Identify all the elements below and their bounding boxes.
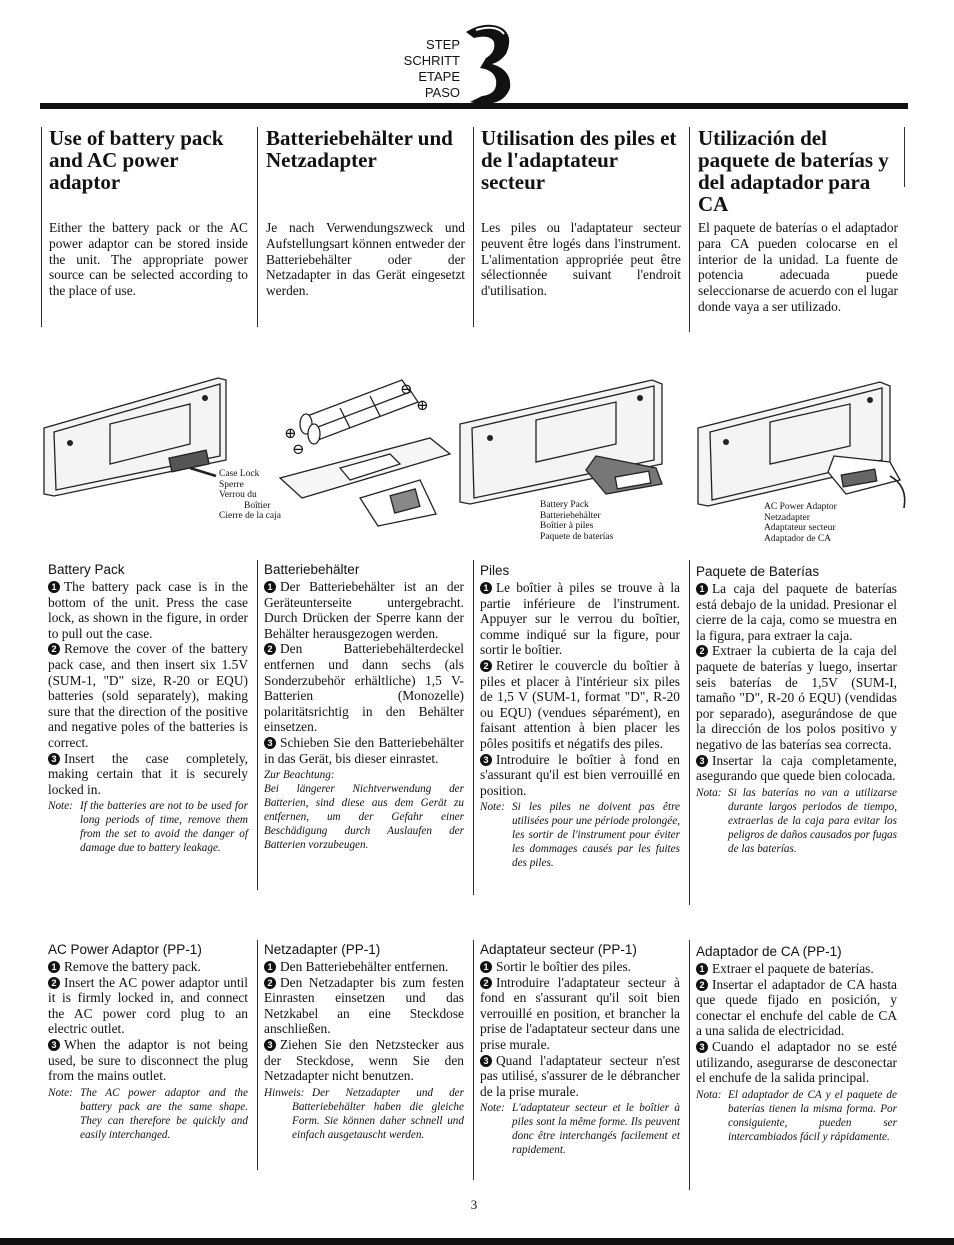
- step-3: [264, 735, 464, 766]
- step-text: Den Netzadapter bis zum festen Einrasten einsetzen und das Netzkabel an eine Steckdose anschließen.: [264, 974, 464, 1037]
- note-text: If the batteries are not to be used for long periods of time, remove them from the set to avoid the danger of damage due to battery leakage.: [80, 800, 248, 855]
- step-3: [264, 1037, 464, 1084]
- column-divider: [904, 127, 905, 187]
- note-label: Nota:: [696, 786, 722, 799]
- column-fr: [481, 127, 681, 193]
- battery-pack-caption: [540, 500, 660, 542]
- column-divider: [473, 127, 474, 327]
- step-text: Remove the battery pack.: [64, 959, 201, 974]
- step-number-2: 2: [480, 660, 492, 672]
- step-label-es: PASO: [424, 85, 460, 100]
- step-text: Insertar el adaptador de CA hasta que quede fijado en posición, y conectar el enchufe del cable de CA a una salida de electricidad.: [696, 976, 897, 1039]
- section-heading: Adaptateur secteur (PP-1): [480, 942, 637, 957]
- note-label: Hinweis:: [264, 1086, 305, 1099]
- step-1: [264, 579, 464, 641]
- intro-en: Either the battery pack or the AC power adaptor can be stored inside the unit. The appropriate power source can be selected according to the place of use.: [49, 220, 248, 299]
- note-text: Der Netzadapter und der Batteriebehälter haben die gleiche Form. Sie können daher schnell und einfach ausgetauscht werden.: [292, 1086, 464, 1141]
- header-rule: [40, 103, 908, 109]
- section-heading: Batteriebehälter: [264, 562, 360, 577]
- step-number-2: 2: [480, 977, 492, 989]
- column-es: [698, 127, 903, 215]
- step-text: Extraer el paquete de baterías.: [712, 961, 874, 976]
- note-text: Si las baterías no van a utilizarse durante largos periodos de tiempo, extraerlas de la caja para evitar los peligros de daños causados por fugas de las baterías.: [728, 786, 897, 855]
- page-number: 3: [470, 1197, 478, 1212]
- step-2: [696, 977, 897, 1039]
- step-text: The battery pack case is in the bottom of the unit. Press the case lock, as shown in the figure, in order to pull out the case.: [48, 579, 248, 641]
- caption-line: Boîtier à piles: [540, 521, 594, 531]
- polarity-minus-icon: ⊖: [400, 382, 413, 398]
- column-divider: [257, 560, 258, 890]
- step-text: Ziehen Sie den Netzstecker aus der Steckdose, wenn Sie den Netzadapter nicht benutzen.: [264, 1036, 464, 1084]
- caption-line: Cierre de la caja: [219, 511, 281, 521]
- title-fr: Utilisation des piles et de l'adaptateur secteur: [481, 126, 677, 194]
- step-text: Le boîtier à piles se trouve à la partie inférieure de l'instrument. Appuyer sur le verrou du boîtier, comme indiqué sur la figure, pour sortir le boîtier.: [480, 580, 680, 658]
- column-divider: [41, 127, 42, 327]
- step-text: Der Batteriebehälter ist an der Geräteunterseite untergebracht. Durch Drücken der Sperre kann der Behälter herausgezogen werden.: [264, 579, 464, 641]
- note-text: The AC power adaptor and the battery pack are the same shape. They can therefore be quickly and easily interchanged.: [80, 1086, 248, 1141]
- figure-ac-adaptor: [694, 376, 914, 516]
- caption-line: Boîtier: [244, 500, 271, 511]
- step-text: Schieben Sie den Batteriebehälter in das Gerät, bis dieser einrastet.: [264, 734, 464, 766]
- step-number-3: 3: [48, 753, 60, 765]
- step-3: [480, 752, 680, 799]
- note-label: Zur Beachtung:: [264, 769, 335, 782]
- note: [48, 1086, 248, 1142]
- column-divider: [257, 940, 258, 1170]
- step-number-3: 3: [696, 755, 708, 767]
- section-battery-de: [264, 562, 464, 852]
- polarity-minus-icon: ⊖: [292, 442, 305, 458]
- column-divider: [689, 127, 690, 332]
- section-adaptor-de: [264, 942, 464, 1142]
- step-2: [48, 975, 248, 1037]
- section-heading: AC Power Adaptor (PP-1): [48, 942, 202, 957]
- step-text: Introduire le boîtier à fond en s'assurant qu'il est bien verrouillé en position.: [480, 751, 680, 798]
- column-de: [266, 127, 466, 171]
- step-3: [48, 751, 248, 798]
- step-number-2: 2: [264, 643, 276, 655]
- step-text: Introduire l'adaptateur secteur à fond en s'assurant qu'il soit bien verrouillé en position, et brancher la prise de l'adaptateur secteur dans une prise murale.: [480, 974, 680, 1052]
- polarity-plus-icon: ⊕: [416, 398, 429, 414]
- section-battery-fr: [480, 563, 680, 870]
- step-text: Den Batteriebehälterdeckel entfernen und dann sechs (als Sonderzubehör erhältliche) 1,5 V-Batterien (Monozelle) polaritätsrichtig in den Behälter einsetzen.: [264, 641, 464, 735]
- caption-line: AC Power Adaptor: [764, 502, 837, 512]
- footer-rule: [0, 1238, 954, 1245]
- step-text: When the adaptor is not being used, be sure to disconnect the plug from the mains outlet.: [48, 1036, 248, 1084]
- note: [264, 768, 464, 852]
- step-1: [480, 959, 680, 975]
- note: [696, 786, 897, 856]
- title-es: Utilización del paquete de baterías y del adaptador para CA: [698, 126, 889, 216]
- caption-line: Netzadapter: [764, 512, 810, 523]
- note: [480, 1101, 680, 1157]
- caption-line: Battery Pack: [540, 500, 589, 510]
- step-text: Insertar la caja completamente, asegurando que quede bien colocada.: [696, 752, 897, 784]
- step-2: [480, 658, 680, 752]
- step-2: [264, 641, 464, 735]
- step-text: Sortir le boîtier des piles.: [496, 959, 631, 974]
- step-text: Quand l'adaptateur secteur n'est pas utilisé, s'assurer de le débrancher de la prise murale.: [480, 1052, 680, 1099]
- step-number-1: 1: [696, 963, 708, 975]
- caption-line: Batteriebehälter: [540, 510, 601, 521]
- note-label: Note:: [48, 800, 73, 813]
- section-adaptor-es: [696, 944, 897, 1144]
- step-label-en: STEP: [426, 37, 460, 52]
- polarity-plus-icon: ⊕: [284, 426, 297, 442]
- step-number-2: 2: [48, 977, 60, 989]
- section-battery-es: [696, 564, 897, 856]
- step-1: [696, 961, 897, 977]
- step-number-1: 1: [264, 961, 276, 973]
- caption-line: Sperre: [219, 479, 244, 490]
- section-heading: Piles: [480, 563, 510, 578]
- step-text: Remove the cover of the battery pack case, and then insert six 1.5V (SUM-1, "D" size, R-20 or EQU) batteries (sold separately), making sure that the direction of the positive and negative poles of the batteries is correct.: [48, 641, 248, 750]
- note-text: Si les piles ne doivent pas être utilisées pour une période prolongée, les sortir de l'instrument pour éviter les dommages causés par les fuites des piles.: [512, 801, 680, 870]
- step-number-1: 1: [480, 961, 492, 973]
- step-number-3: 3: [480, 1055, 492, 1067]
- step-number-3: 3: [480, 754, 492, 766]
- case-lock-caption: [219, 469, 299, 522]
- step-number-1: 1: [480, 582, 492, 594]
- step-number-1: 1: [48, 581, 60, 593]
- column-divider: [473, 940, 474, 1180]
- step-text: Extraer la cubierta de la caja del paquete de baterías y luego, insertar seis baterías de 1,5V (SUM-I, tamaño "D", R-20 ó EQU) (vendidas por separado), asegurándose de que la dirección de los polos positivo y negativo de las baterías sea correcta.: [696, 643, 897, 752]
- step-text: Retirer le couvercle du boîtier à piles et placer à l'intérieur six piles de 1,5 V (SUM-1, format "D", R-20 ou EQU) (vendues séparément), en faisant attention à bien placer les pôles positifs et négatifs des piles.: [480, 657, 680, 751]
- title-de: Batteriebehälter und Netzadapter: [266, 126, 453, 172]
- note-text: L'adaptateur secteur et le boîtier à piles sont la même forme. Ils peuvent donc être interchangés facilement et rapidement.: [512, 1102, 680, 1157]
- column-divider: [257, 127, 258, 327]
- step-text: Insert the case completely, making certain that it is securely locked in.: [48, 750, 248, 797]
- step-2: [48, 641, 248, 750]
- step-label-de: SCHRITT: [403, 53, 460, 68]
- caption-line: Paquete de baterías: [540, 531, 614, 542]
- step-number-graphic: [456, 18, 518, 108]
- step-number-3: 3: [264, 737, 276, 749]
- step-number-2: 2: [696, 645, 708, 657]
- caption-line: Adaptador de CA: [764, 533, 832, 544]
- note: [264, 1086, 464, 1142]
- note-label: Note:: [480, 1102, 505, 1115]
- intro-es: El paquete de baterías o el adaptador para CA pueden colocarse en el interior de la unidad. La fuente de potencia adecuada puede seleccionarse de acuerdo con el lugar donde vaya a ser utilizado.: [698, 220, 898, 314]
- ac-adaptor-caption: [764, 502, 884, 544]
- column-en: [49, 127, 249, 193]
- intro-fr: Les piles ou l'adaptateur secteur peuvent être logés dans l'instrument. L'alimentation appropriée peut être sélectionnée suivant l'endroit d'utilisation.: [481, 220, 681, 299]
- step-1: [480, 580, 680, 658]
- step-text: La caja del paquete de baterías está debajo de la unidad. Presionar el cierre de la caja, como se muestra en la figura, para extraer la caja.: [696, 581, 897, 643]
- step-number-3: 3: [48, 1039, 60, 1051]
- step-number-3: 3: [696, 1041, 708, 1053]
- step-1: [264, 959, 464, 975]
- step-number-1: 1: [48, 961, 60, 973]
- step-2: [264, 975, 464, 1037]
- section-adaptor-fr: [480, 942, 680, 1157]
- step-number-2: 2: [48, 643, 60, 655]
- step-number-3: 3: [264, 1039, 276, 1051]
- step-1: [696, 581, 897, 643]
- step-number-1: 1: [264, 581, 276, 593]
- section-heading: Battery Pack: [48, 562, 125, 577]
- step-2: [696, 643, 897, 752]
- step-1: [48, 959, 248, 975]
- step-number-1: 1: [696, 583, 708, 595]
- step-label-fr: ETAPE: [418, 69, 460, 84]
- step-labels: [360, 37, 460, 101]
- step-3: [480, 1053, 680, 1100]
- section-heading: Paquete de Baterías: [696, 564, 820, 579]
- step-number-2: 2: [696, 979, 708, 991]
- step-3: [48, 1037, 248, 1084]
- note: [480, 800, 680, 870]
- column-divider: [689, 940, 690, 1190]
- caption-line: Verrou du: [219, 490, 257, 500]
- note-label: Note:: [480, 801, 505, 814]
- caption-line: Case Lock: [219, 469, 260, 479]
- note-text: El adaptador de CA y el paquete de baterías tienen la misma forma. Por consiguiente, pueden ser intercambiados fácil y rápidamente.: [728, 1088, 897, 1143]
- section-battery-en: [48, 562, 248, 855]
- caption-line: Adaptateur secteur: [764, 523, 836, 533]
- step-3: [696, 1039, 897, 1086]
- step-2: [480, 975, 680, 1053]
- step-text: Insert the AC power adaptor until it is firmly locked in, and connect the AC power cord plug to an electric outlet.: [48, 974, 248, 1037]
- step-3: [696, 753, 897, 784]
- intro-de: Je nach Verwendungszweck und Aufstellungsart können entweder der Batteriebehälter oder der Netzadapter in das Gerät eingesetzt werden.: [266, 220, 465, 299]
- section-heading: Adaptador de CA (PP-1): [696, 944, 842, 959]
- note: [48, 799, 248, 855]
- step-1: [48, 579, 248, 641]
- figure-battery-pack-inserted: [456, 374, 681, 514]
- column-divider: [689, 560, 690, 905]
- column-divider: [473, 560, 474, 895]
- title-en: Use of battery pack and AC power adaptor: [49, 126, 224, 194]
- step-text: Den Batteriebehälter entfernen.: [280, 959, 449, 974]
- note-text: Bei längerer Nichtverwendung der Batterien, sind diese aus dem Gerät zu entfernen, um der Gefahr einer Beschädigung durch Auslaufen der Batterien vorzubeugen.: [264, 783, 464, 852]
- step-number-2: 2: [264, 977, 276, 989]
- note-label: Nota:: [696, 1088, 722, 1101]
- note-label: Note:: [48, 1086, 73, 1099]
- section-adaptor-en: [48, 942, 248, 1142]
- step-text: Cuando el adaptador no se esté utilizando, asegurarse de desconectar el enchufe de la salida principal.: [696, 1038, 897, 1086]
- note: [696, 1088, 897, 1144]
- section-heading: Netzadapter (PP-1): [264, 942, 381, 957]
